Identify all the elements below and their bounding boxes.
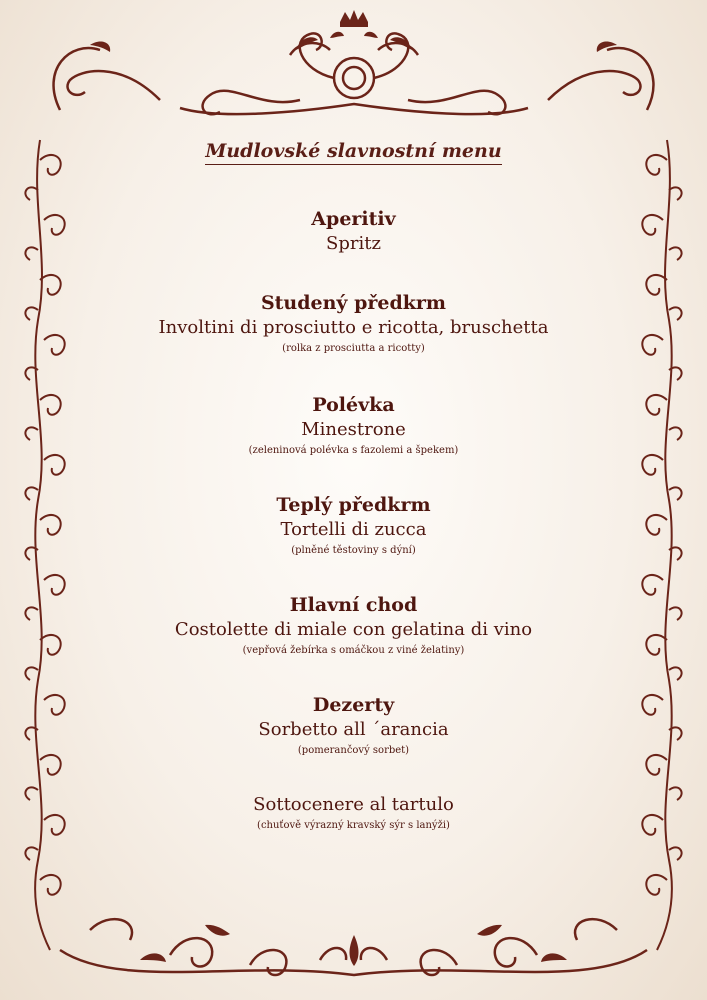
course-dish: Involtini di prosciutto e ricotta, bruschetta bbox=[158, 317, 549, 338]
course-note: (zeleninová polévka s fazolemi a špekem) bbox=[248, 445, 459, 456]
course-dish: Sorbetto all ´arancia bbox=[258, 719, 449, 740]
course-title: Hlavní chod bbox=[289, 594, 418, 616]
course-cheese bbox=[0, 792, 707, 834]
crown-icon bbox=[340, 10, 368, 27]
course-note: (plněné těstoviny s dýní) bbox=[291, 545, 416, 556]
course-note: (chuťově výrazný kravský sýr s lanýži) bbox=[257, 820, 450, 831]
course-dish: Spritz bbox=[326, 233, 381, 254]
course-warm-starter bbox=[0, 493, 707, 559]
course-note: (pomerančový sorbet) bbox=[297, 745, 410, 756]
top-leaves bbox=[90, 32, 617, 52]
course-title: Polévka bbox=[312, 394, 395, 416]
course-title: Aperitiv bbox=[311, 208, 396, 230]
course-cold-starter bbox=[0, 291, 707, 357]
course-dish: Costolette di miale con gelatina di vino bbox=[174, 619, 533, 640]
menu-title bbox=[0, 140, 707, 162]
course-dish: Minestrone bbox=[301, 419, 406, 440]
course-main bbox=[0, 593, 707, 659]
course-note: (vepřová žebírka s omáčkou z viné želatiny) bbox=[242, 645, 465, 656]
course-aperitiv bbox=[0, 207, 707, 257]
course-dish: Tortelli di zucca bbox=[280, 519, 427, 540]
page-title: Mudlovské slavnostní menu bbox=[205, 140, 501, 165]
course-dessert bbox=[0, 693, 707, 759]
course-title: Studený předkrm bbox=[260, 292, 447, 314]
course-soup bbox=[0, 393, 707, 459]
course-dish: Sottocenere al tartulo bbox=[253, 794, 454, 815]
bottom-ornament bbox=[60, 919, 647, 975]
course-title: Teplý předkrm bbox=[276, 494, 431, 516]
course-note: (rolka z prosciutta a ricotty) bbox=[282, 343, 425, 354]
top-ornament bbox=[54, 33, 654, 114]
bottom-leaves bbox=[140, 925, 567, 966]
course-title: Dezerty bbox=[312, 694, 395, 716]
